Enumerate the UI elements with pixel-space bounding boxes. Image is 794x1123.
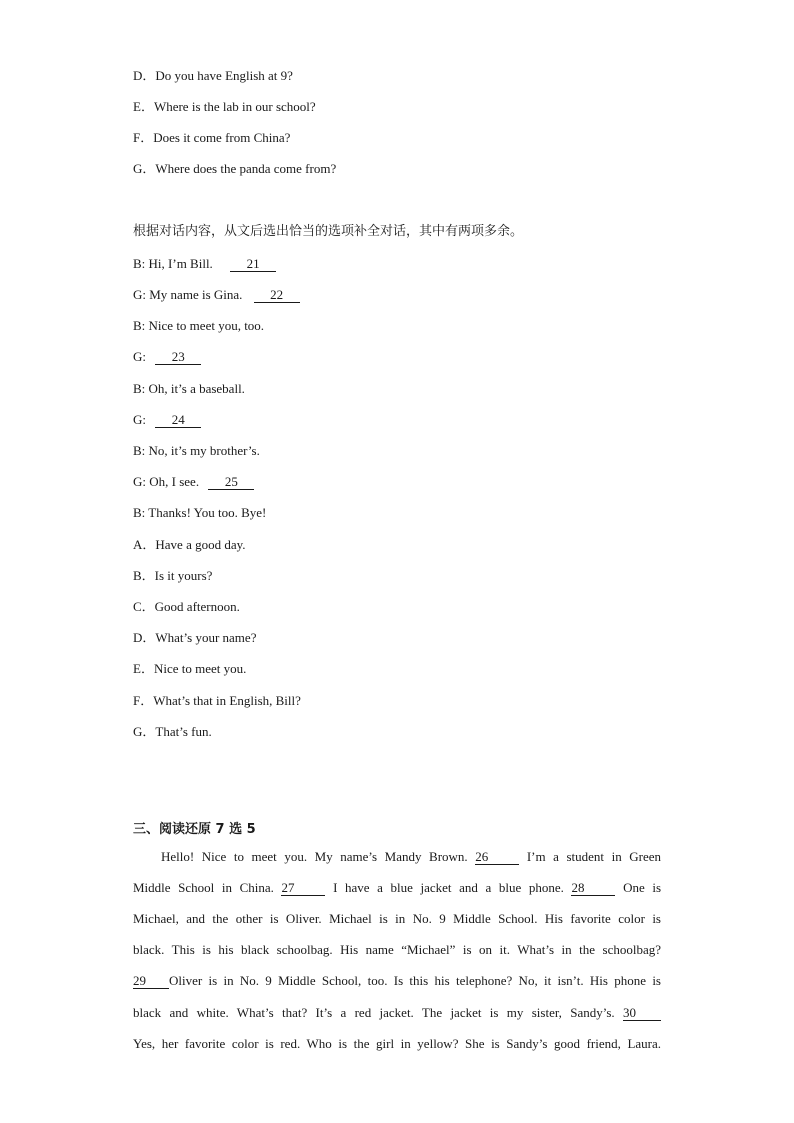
passage-line-5 — [133, 973, 661, 989]
blank-22[interactable]: 22 — [254, 288, 300, 303]
option-g: G．That’s fun. — [133, 724, 212, 739]
option-c: C．Good afternoon. — [133, 599, 240, 614]
option-e-prev: E．Where is the lab in our school? — [133, 99, 316, 114]
option-a: A．Have a good day. — [133, 537, 246, 552]
dialogue-text: B: Oh, it’s a baseball. — [133, 381, 245, 396]
passage-text: I’m a student in Green — [526, 849, 662, 864]
blank-23[interactable]: 23 — [155, 350, 201, 365]
section-heading: 三、阅读还原 7 选 5 — [133, 822, 256, 837]
dialogue-text: B: Thanks! You too. Bye! — [133, 505, 267, 520]
passage-text: I have a blue jacket and a blue phone. — [333, 880, 564, 895]
dialogue-line-7 — [133, 443, 260, 459]
passage-line-6 — [133, 1005, 661, 1021]
blank-24[interactable]: 24 — [155, 413, 201, 428]
dialogue-text: B: Nice to meet you, too. — [133, 318, 265, 333]
dialogue-line-6 — [133, 412, 201, 428]
blank-29[interactable]: 29 — [133, 974, 169, 989]
passage-text: Oliver is in No. 9 Middle School, too. Is this his telephone? No, it isn’t. His phone is — [169, 973, 661, 988]
passage-text: Hello! Nice to meet you. My name’s Mandy Brown. — [161, 849, 468, 864]
dialogue-text: B: Hi, I’m Bill. — [133, 256, 213, 271]
passage-line-4: black. This is his black schoolbag. His name “Michael” is on it. What’s in the schoolbag? — [133, 942, 661, 957]
passage-line-7: Yes, her favorite color is red. Who is the girl in yellow? She is Sandy’s good friend, Laura. — [133, 1036, 661, 1051]
dialogue-line-5 — [133, 381, 245, 397]
option-f-prev: F．Does it come from China? — [133, 130, 291, 145]
passage-text: Middle School in China. — [133, 880, 274, 895]
blank-25[interactable]: 25 — [208, 475, 254, 490]
dialogue-line-1 — [133, 256, 276, 272]
option-e: E．Nice to meet you. — [133, 661, 247, 676]
dialogue-text: B: No, it’s my brother’s. — [133, 443, 260, 458]
passage-line-1 — [161, 849, 661, 865]
dialogue-line-3 — [133, 318, 264, 334]
blank-26[interactable]: 26 — [475, 850, 519, 865]
passage-text: black and white. What’s that? It’s a red jacket. The jacket is my sister, Sandy’s. — [133, 1005, 615, 1020]
dialogue-text: G: My name is Gina. — [133, 287, 243, 302]
blank-21[interactable]: 21 — [230, 257, 276, 272]
dialogue-text: G: — [133, 412, 146, 427]
dialogue-line-4 — [133, 349, 201, 365]
blank-27[interactable]: 27 — [281, 881, 325, 896]
blank-28[interactable]: 28 — [571, 881, 615, 896]
dialogue-text: G: — [133, 349, 146, 364]
dialogue-text: G: Oh, I see. — [133, 474, 200, 489]
option-d-prev: D．Do you have English at 9? — [133, 68, 293, 83]
option-d: D．What’s your name? — [133, 630, 257, 645]
passage-line-2 — [133, 880, 661, 896]
dialogue-line-8 — [133, 474, 254, 490]
option-b: B．Is it yours? — [133, 568, 213, 583]
option-f: F．What’s that in English, Bill? — [133, 693, 301, 708]
dialogue-line-2 — [133, 287, 300, 303]
passage-text: One is — [623, 880, 662, 895]
option-g-prev: G．Where does the panda come from? — [133, 161, 337, 176]
dialogue-line-9 — [133, 505, 266, 521]
instruction: 根据对话内容，从文后选出恰当的选项补全对话，其中有两项多余。 — [133, 224, 524, 239]
blank-30[interactable]: 30 — [623, 1006, 661, 1021]
passage-line-3: Michael, and the other is Oliver. Michael is in No. 9 Middle School. His favorite color is — [133, 911, 661, 926]
